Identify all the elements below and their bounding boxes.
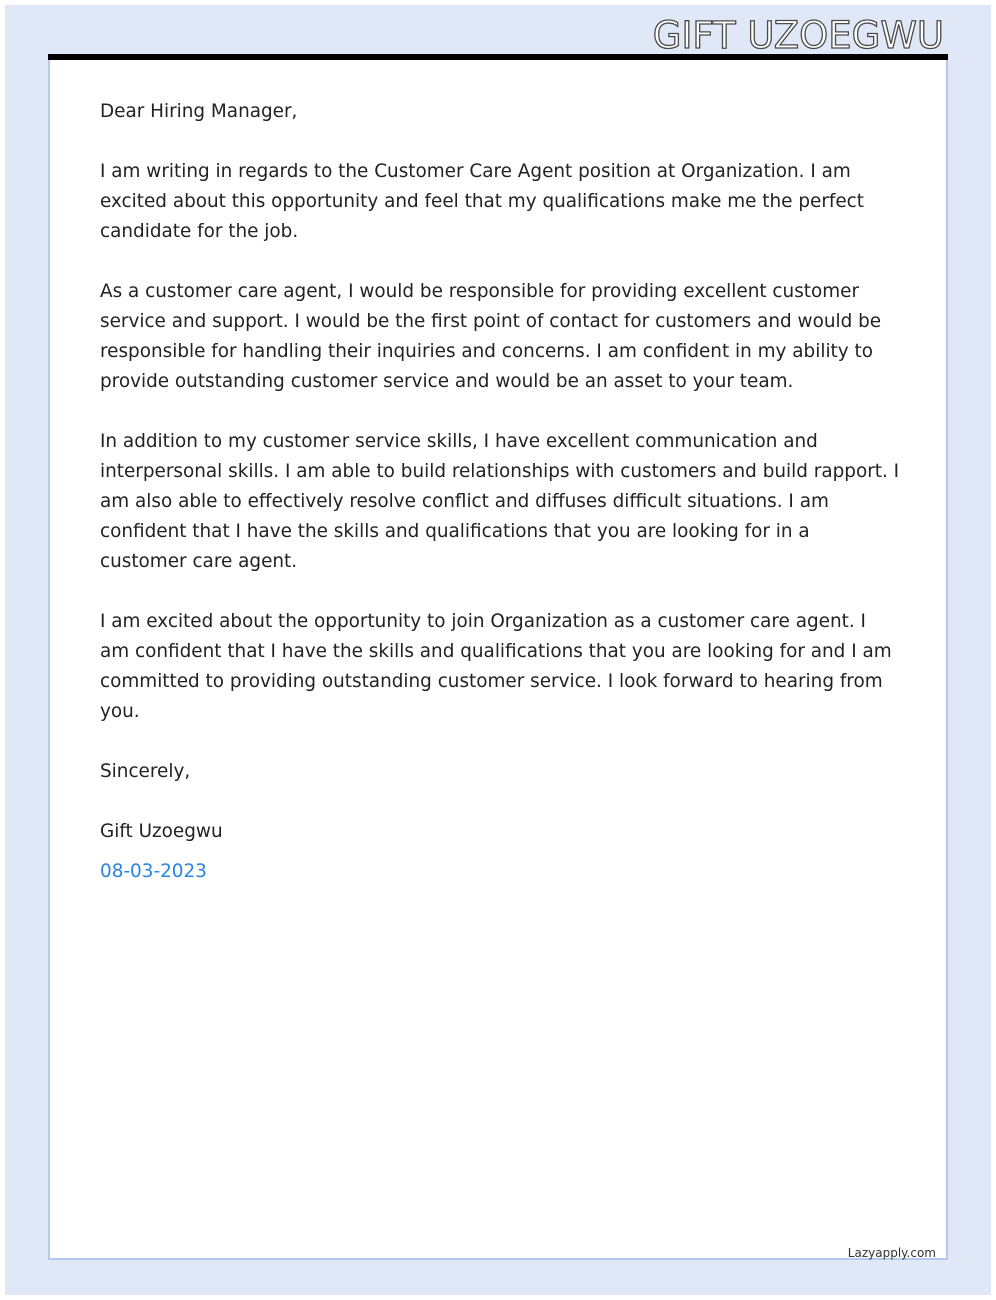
paragraph-4: I am excited about the opportunity to join Organization as a customer care agent. I am confident that I have the skills and qualifications that you are looking for and I am committed to providing outstanding customer service. I look forward to hearing from you. — [100, 611, 892, 722]
salutation: Dear Hiring Manager, — [100, 101, 298, 122]
letter-date: 08-03-2023 — [100, 861, 207, 882]
paragraph-3: In addition to my customer service skills, I have excellent communication and interpersonal skills. I am able to build relationships with customers and build rapport. I am also able to effectively resolve conflict and diffuses difficult situations. I am confident that I have the skills and qualifications that you are looking for in a customer care agent. — [100, 431, 900, 572]
signer-name: Gift Uzoegwu — [100, 821, 223, 842]
applicant-name-heading: GIFT UZOEGWU — [652, 14, 944, 57]
paragraph-1: I am writing in regards to the Customer Care Agent position at Organization. I am excited about this opportunity and feel that my qualifications make me the perfect candidate for the job. — [100, 161, 864, 242]
footer-brand: Lazyapply.com — [847, 1246, 936, 1260]
cover-letter-body — [100, 97, 900, 887]
paragraph-2: As a customer care agent, I would be responsible for providing excellent customer service and support. I would be the first point of contact for customers and would be responsible for handling their inquiries and concerns. I am confident in my ability to provide outstanding customer service and would be an asset to your team. — [100, 281, 882, 392]
closing: Sincerely, — [100, 761, 191, 782]
